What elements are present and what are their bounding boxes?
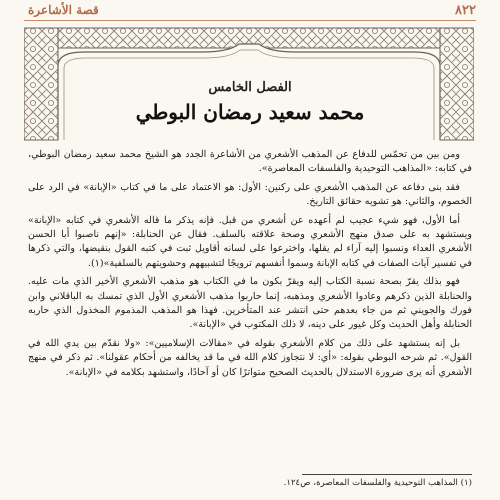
running-header-book-title: قصة الأشاعرة — [28, 3, 99, 17]
paragraph: فقد بنى دفاعه عن المذهب الأشعري على ركنين: الأول: هو الاعتماد على ما في كتاب «الإبانة» في الرد على الخصوم، والثاني: هو تشويه حقائق التاريخ. — [28, 181, 472, 208]
paragraph: بل إنه يستشهد على ذلك من كلام الأشعري بقوله في «مقالات الإسلاميين»: «ولا نقدّم بين يدي الله في القول». ثم شرحه البوطي بقوله: «أي: لا نتجاوز كلام الله في ما قد يخالفه من أحكام عقولنا». ثم ذكر في منهج الأشعري أنه يرى ضرورة الاستدلال بالحديث الصحيح متواترًا كان أو آحادًا، واستشهد بكلامه في «الإبانة». — [28, 337, 472, 378]
header-rule — [24, 20, 476, 21]
chapter-title: محمد سعيد رمضان البوطي — [135, 100, 365, 124]
paragraph: ومن بين من تحمّس للدفاع عن المذهب الأشعري من الأشاعرة الجدد هو الشيخ محمد سعيد رمضان البوطي، في كتابه: «المذاهب التوحيدية والفلسفات المعاصرة». — [28, 149, 472, 175]
chapter-label: الفصل الخامس — [208, 80, 292, 95]
page-number: ٨٢٢ — [455, 3, 476, 18]
paragraph: فهو بذلك يقرّ بصحة نسبة الكتاب إليه ويقرّ بكون ما في الكتاب هو مذهب الأشعري الأخير الذي مات عليه. والحنابلة الذين ذكرهم وعادوا الأشعري ومذهبه، إنما حاربوا مذهب الأشعري الأول الذي تمسك به الباقلاني وابن فورك والجويني ثم من جاء بعدهم حتى انتشر عند المتأخرين. فهذا هو المذهب المذموم المخذول الذي حاربه الحنابلة وأهل الحديث وكل غيور على دينه، لا ذلك المكتوب في «الإبانة». — [28, 276, 472, 331]
footnote: (١) المذاهب التوحيدية والفلسفات المعاصرة، ص١٢٤. — [283, 478, 472, 488]
footnote-rule — [302, 474, 472, 475]
paragraph: أما الأول، فهو شيء عجيب لم أعهده عن أشعري من قبل. فإنه يذكر ما قاله الأشعري في كتابه «الإبانة» ويستشهد به على صدق منهج الأشعري وصحة علاقته بالسلف. فقال عن الحنابلة: «إنهم ناصبوا أبا الحسن الأشعري العداء ونسبوا إليه آراء لم يقلها، واخترعوا على لسانه أقاويل ثبت في كتبه القول بنقيضها، والتي ذكرها في تفسير آيات الصفات في كتابه الإبانة وسموا أنفسهم ترويجًا لتشبيههم وحشويتهم بالسلفية»(١). — [28, 214, 472, 269]
body-text — [28, 148, 472, 466]
